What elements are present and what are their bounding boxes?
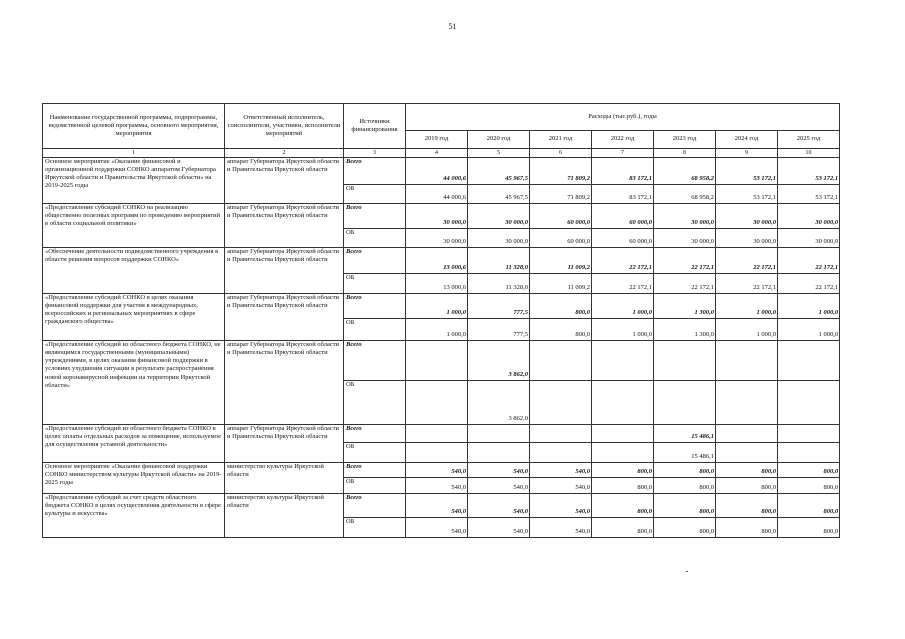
total-value: 22 172,1: [592, 248, 654, 274]
responsible-executor: аппарат Губернатора Иркутской области и Правительства Иркутской области: [225, 425, 344, 463]
header-year: 2019 год: [406, 131, 468, 149]
header-year: 2021 год: [530, 131, 592, 149]
total-value: 30 000,0: [778, 204, 840, 229]
header-sources: Источники финансирования: [344, 104, 406, 149]
total-value: [716, 425, 778, 443]
program-name: «Предоставление субсидий за счет средств областного бюджета СОНКО в целях осуществления деятельности в сфере культуры и искусства»: [43, 494, 225, 538]
table-row: [43, 158, 840, 185]
ob-value: 13 000,6: [406, 274, 468, 294]
header-year: 2020 год: [468, 131, 530, 149]
ob-value: 30 000,0: [406, 229, 468, 248]
responsible-executor: министерство культуры Иркутской области: [225, 494, 344, 538]
total-value: 800,0: [778, 463, 840, 478]
total-value: 30 000,0: [716, 204, 778, 229]
total-value: 60 000,0: [530, 204, 592, 229]
total-value: 30 000,0: [654, 204, 716, 229]
total-value: 11 009,2: [530, 248, 592, 274]
source-total-label: Всего: [344, 494, 406, 518]
source-total-label: Всего: [344, 463, 406, 478]
column-number: 4: [406, 149, 468, 158]
ob-value: [406, 443, 468, 463]
column-number: 9: [716, 149, 778, 158]
total-value: 1 300,0: [654, 294, 716, 319]
ob-value: 11 328,0: [468, 274, 530, 294]
source-total-label: Всего: [344, 158, 406, 185]
ob-value: 540,0: [406, 478, 468, 494]
header-expenses: Расходы (тыс.руб.), годы: [406, 104, 840, 131]
column-number: 6: [530, 149, 592, 158]
total-value: 22 172,1: [654, 248, 716, 274]
ob-value: 68 958,2: [654, 185, 716, 204]
ob-value: [592, 381, 654, 425]
ob-value: 1 000,0: [778, 319, 840, 341]
ob-value: [778, 381, 840, 425]
ob-value: 1 000,0: [592, 319, 654, 341]
ob-value: 1 300,0: [654, 319, 716, 341]
program-name: Основное мероприятие «Оказание финансовой поддержки СОНКО министерством культуры Иркутской области» на 2019-2025 годы: [43, 463, 225, 494]
table-row: [43, 463, 840, 478]
total-value: 13 000,6: [406, 248, 468, 274]
ob-value: 53 172,1: [716, 185, 778, 204]
column-number: 1: [43, 149, 225, 158]
responsible-executor: аппарат Губернатора Иркутской области и Правительства Иркутской области: [225, 341, 344, 425]
total-value: 1 000,0: [778, 294, 840, 319]
column-number: 5: [468, 149, 530, 158]
source-total-label: Всего: [344, 425, 406, 443]
page-number: 51: [448, 22, 457, 31]
total-value: 1 000,0: [716, 294, 778, 319]
total-value: 540,0: [406, 494, 468, 518]
total-value: 540,0: [530, 494, 592, 518]
ob-value: [530, 443, 592, 463]
total-value: [468, 425, 530, 443]
ob-value: 800,0: [592, 478, 654, 494]
program-name: «Предоставление субсидий СОНКО на реализацию общественно полезных программ по проведению мероприятий в области социальной политики»: [43, 204, 225, 248]
source-total-label: Всего: [344, 248, 406, 274]
ob-value: 53 172,1: [778, 185, 840, 204]
header-year: 2023 год: [654, 131, 716, 149]
total-value: [530, 425, 592, 443]
ob-value: 30 000,0: [468, 229, 530, 248]
total-value: 1 000,0: [406, 294, 468, 319]
ob-value: 777,5: [468, 319, 530, 341]
header-year: 2025 год: [778, 131, 840, 149]
total-value: 540,0: [468, 494, 530, 518]
responsible-executor: министерство культуры Иркутской области: [225, 463, 344, 494]
source-ob-label: ОБ: [344, 319, 406, 341]
ob-value: 540,0: [530, 518, 592, 538]
expenses-table: [42, 103, 840, 538]
source-ob-label: ОБ: [344, 518, 406, 538]
total-value: 83 172,1: [592, 158, 654, 185]
total-value: 800,0: [654, 494, 716, 518]
stray-mark: [686, 571, 688, 572]
total-value: 540,0: [530, 463, 592, 478]
ob-value: 22 172,1: [654, 274, 716, 294]
total-value: 800,0: [716, 494, 778, 518]
source-total-label: Всего: [344, 294, 406, 319]
total-value: 15 486,1: [654, 425, 716, 443]
table-row: [43, 425, 840, 443]
table-row: [43, 248, 840, 274]
header-name: Наименование государственной программы, подпрограммы, ведомственной целевой программы, основного мероприятия, мероприятия: [43, 104, 225, 149]
ob-value: 800,0: [716, 518, 778, 538]
total-value: 30 000,0: [468, 204, 530, 229]
ob-value: 800,0: [716, 478, 778, 494]
total-value: [406, 341, 468, 381]
source-ob-label: ОБ: [344, 229, 406, 248]
ob-value: 800,0: [592, 518, 654, 538]
ob-value: 800,0: [654, 518, 716, 538]
table-row: [43, 494, 840, 518]
ob-value: 1 000,0: [406, 319, 468, 341]
ob-value: 22 172,1: [778, 274, 840, 294]
source-ob-label: ОБ: [344, 185, 406, 204]
table-row: [43, 341, 840, 381]
total-value: [530, 341, 592, 381]
total-value: [778, 341, 840, 381]
ob-value: 1 000,0: [716, 319, 778, 341]
source-ob-label: ОБ: [344, 274, 406, 294]
total-value: 68 958,2: [654, 158, 716, 185]
responsible-executor: аппарат Губернатора Иркутской области и Правительства Иркутской области: [225, 204, 344, 248]
total-value: [592, 341, 654, 381]
ob-value: 800,0: [778, 518, 840, 538]
ob-value: 540,0: [530, 478, 592, 494]
ob-value: 540,0: [468, 518, 530, 538]
source-total-label: Всего: [344, 204, 406, 229]
ob-value: 71 809,2: [530, 185, 592, 204]
ob-value: 15 486,1: [654, 443, 716, 463]
ob-value: [406, 381, 468, 425]
ob-value: 800,0: [654, 478, 716, 494]
column-number: 2: [225, 149, 344, 158]
total-value: 44 000,6: [406, 158, 468, 185]
ob-value: 30 000,0: [716, 229, 778, 248]
source-total-label: Всего: [344, 341, 406, 381]
ob-value: [654, 381, 716, 425]
total-value: 800,0: [654, 463, 716, 478]
total-value: 11 328,0: [468, 248, 530, 274]
ob-value: [778, 443, 840, 463]
table-row: [43, 204, 840, 229]
table-row: [43, 294, 840, 319]
program-name: «Предоставление субсидий СОНКО в целях оказания финансовой поддержки для участия в международных, всероссийских и региональных мероприятиях в сфере гражданского общества»: [43, 294, 225, 341]
ob-value: 11 009,2: [530, 274, 592, 294]
ob-value: 22 172,1: [716, 274, 778, 294]
ob-value: [716, 381, 778, 425]
responsible-executor: аппарат Губернатора Иркутской области и Правительства Иркутской области: [225, 248, 344, 294]
total-value: 22 172,1: [716, 248, 778, 274]
total-value: 60 000,0: [592, 204, 654, 229]
source-ob-label: ОБ: [344, 381, 406, 425]
ob-value: 45 967,5: [468, 185, 530, 204]
total-value: 800,0: [592, 494, 654, 518]
column-number: 3: [344, 149, 406, 158]
source-ob-label: ОБ: [344, 443, 406, 463]
total-value: 1 000,0: [592, 294, 654, 319]
program-name: «Обеспечение деятельности подведомственного учреждения в области решения вопросов поддержки СОНКО»: [43, 248, 225, 294]
ob-value: 540,0: [406, 518, 468, 538]
total-value: [592, 425, 654, 443]
total-value: 3 862,0: [468, 341, 530, 381]
header-year: 2024 год: [716, 131, 778, 149]
column-number: 8: [654, 149, 716, 158]
ob-value: 22 172,1: [592, 274, 654, 294]
total-value: 800,0: [592, 463, 654, 478]
ob-value: 800,0: [778, 478, 840, 494]
responsible-executor: аппарат Губернатора Иркутской области и Правительства Иркутской области: [225, 158, 344, 204]
ob-value: 800,0: [530, 319, 592, 341]
ob-value: 60 000,0: [592, 229, 654, 248]
ob-value: 540,0: [468, 478, 530, 494]
ob-value: 60 000,0: [530, 229, 592, 248]
ob-value: [468, 443, 530, 463]
ob-value: [592, 443, 654, 463]
total-value: 777,5: [468, 294, 530, 319]
total-value: [778, 425, 840, 443]
header-responsible: Ответственный исполнитель, соисполнители, участники, исполнители мероприятий: [225, 104, 344, 149]
ob-value: [716, 443, 778, 463]
responsible-executor: аппарат Губернатора Иркутской области и Правительства Иркутской области: [225, 294, 344, 341]
header-year: 2022 год: [592, 131, 654, 149]
total-value: 800,0: [778, 494, 840, 518]
ob-value: 30 000,0: [654, 229, 716, 248]
ob-value: 83 172,1: [592, 185, 654, 204]
column-number: 10: [778, 149, 840, 158]
total-value: 71 809,2: [530, 158, 592, 185]
total-value: [716, 341, 778, 381]
program-name: «Предоставление субсидий из областного бюджета СОНКО в целях оплаты отдельных расходов за помещение, используемое для осуществления уставной деятельности»: [43, 425, 225, 463]
ob-value: 44 000,6: [406, 185, 468, 204]
total-value: [654, 341, 716, 381]
total-value: 53 172,1: [716, 158, 778, 185]
total-value: 53 172,1: [778, 158, 840, 185]
program-name: «Предоставление субсидий из областного бюджета СОНКО, не являющимся государственными (муниципальными) учреждениями, в целях оказания финансовой поддержки в условиях ухудшения ситуации в результате распространения новой коронавирусной инфекции на территории Иркутской области»: [43, 341, 225, 425]
ob-value: 3 862,0: [468, 381, 530, 425]
ob-value: 30 000,0: [778, 229, 840, 248]
total-value: 800,0: [530, 294, 592, 319]
ob-value: [530, 381, 592, 425]
total-value: [406, 425, 468, 443]
column-number: 7: [592, 149, 654, 158]
program-name: Основное мероприятие «Оказание финансовой и организационной поддержки СОНКО аппаратом Губернатора Иркутской области и Правительства Иркутской области» на 2019-2025 годы: [43, 158, 225, 204]
total-value: 540,0: [468, 463, 530, 478]
total-value: 800,0: [716, 463, 778, 478]
total-value: 22 172,1: [778, 248, 840, 274]
total-value: 30 000,0: [406, 204, 468, 229]
source-ob-label: ОБ: [344, 478, 406, 494]
total-value: 540,0: [406, 463, 468, 478]
total-value: 45 967,5: [468, 158, 530, 185]
